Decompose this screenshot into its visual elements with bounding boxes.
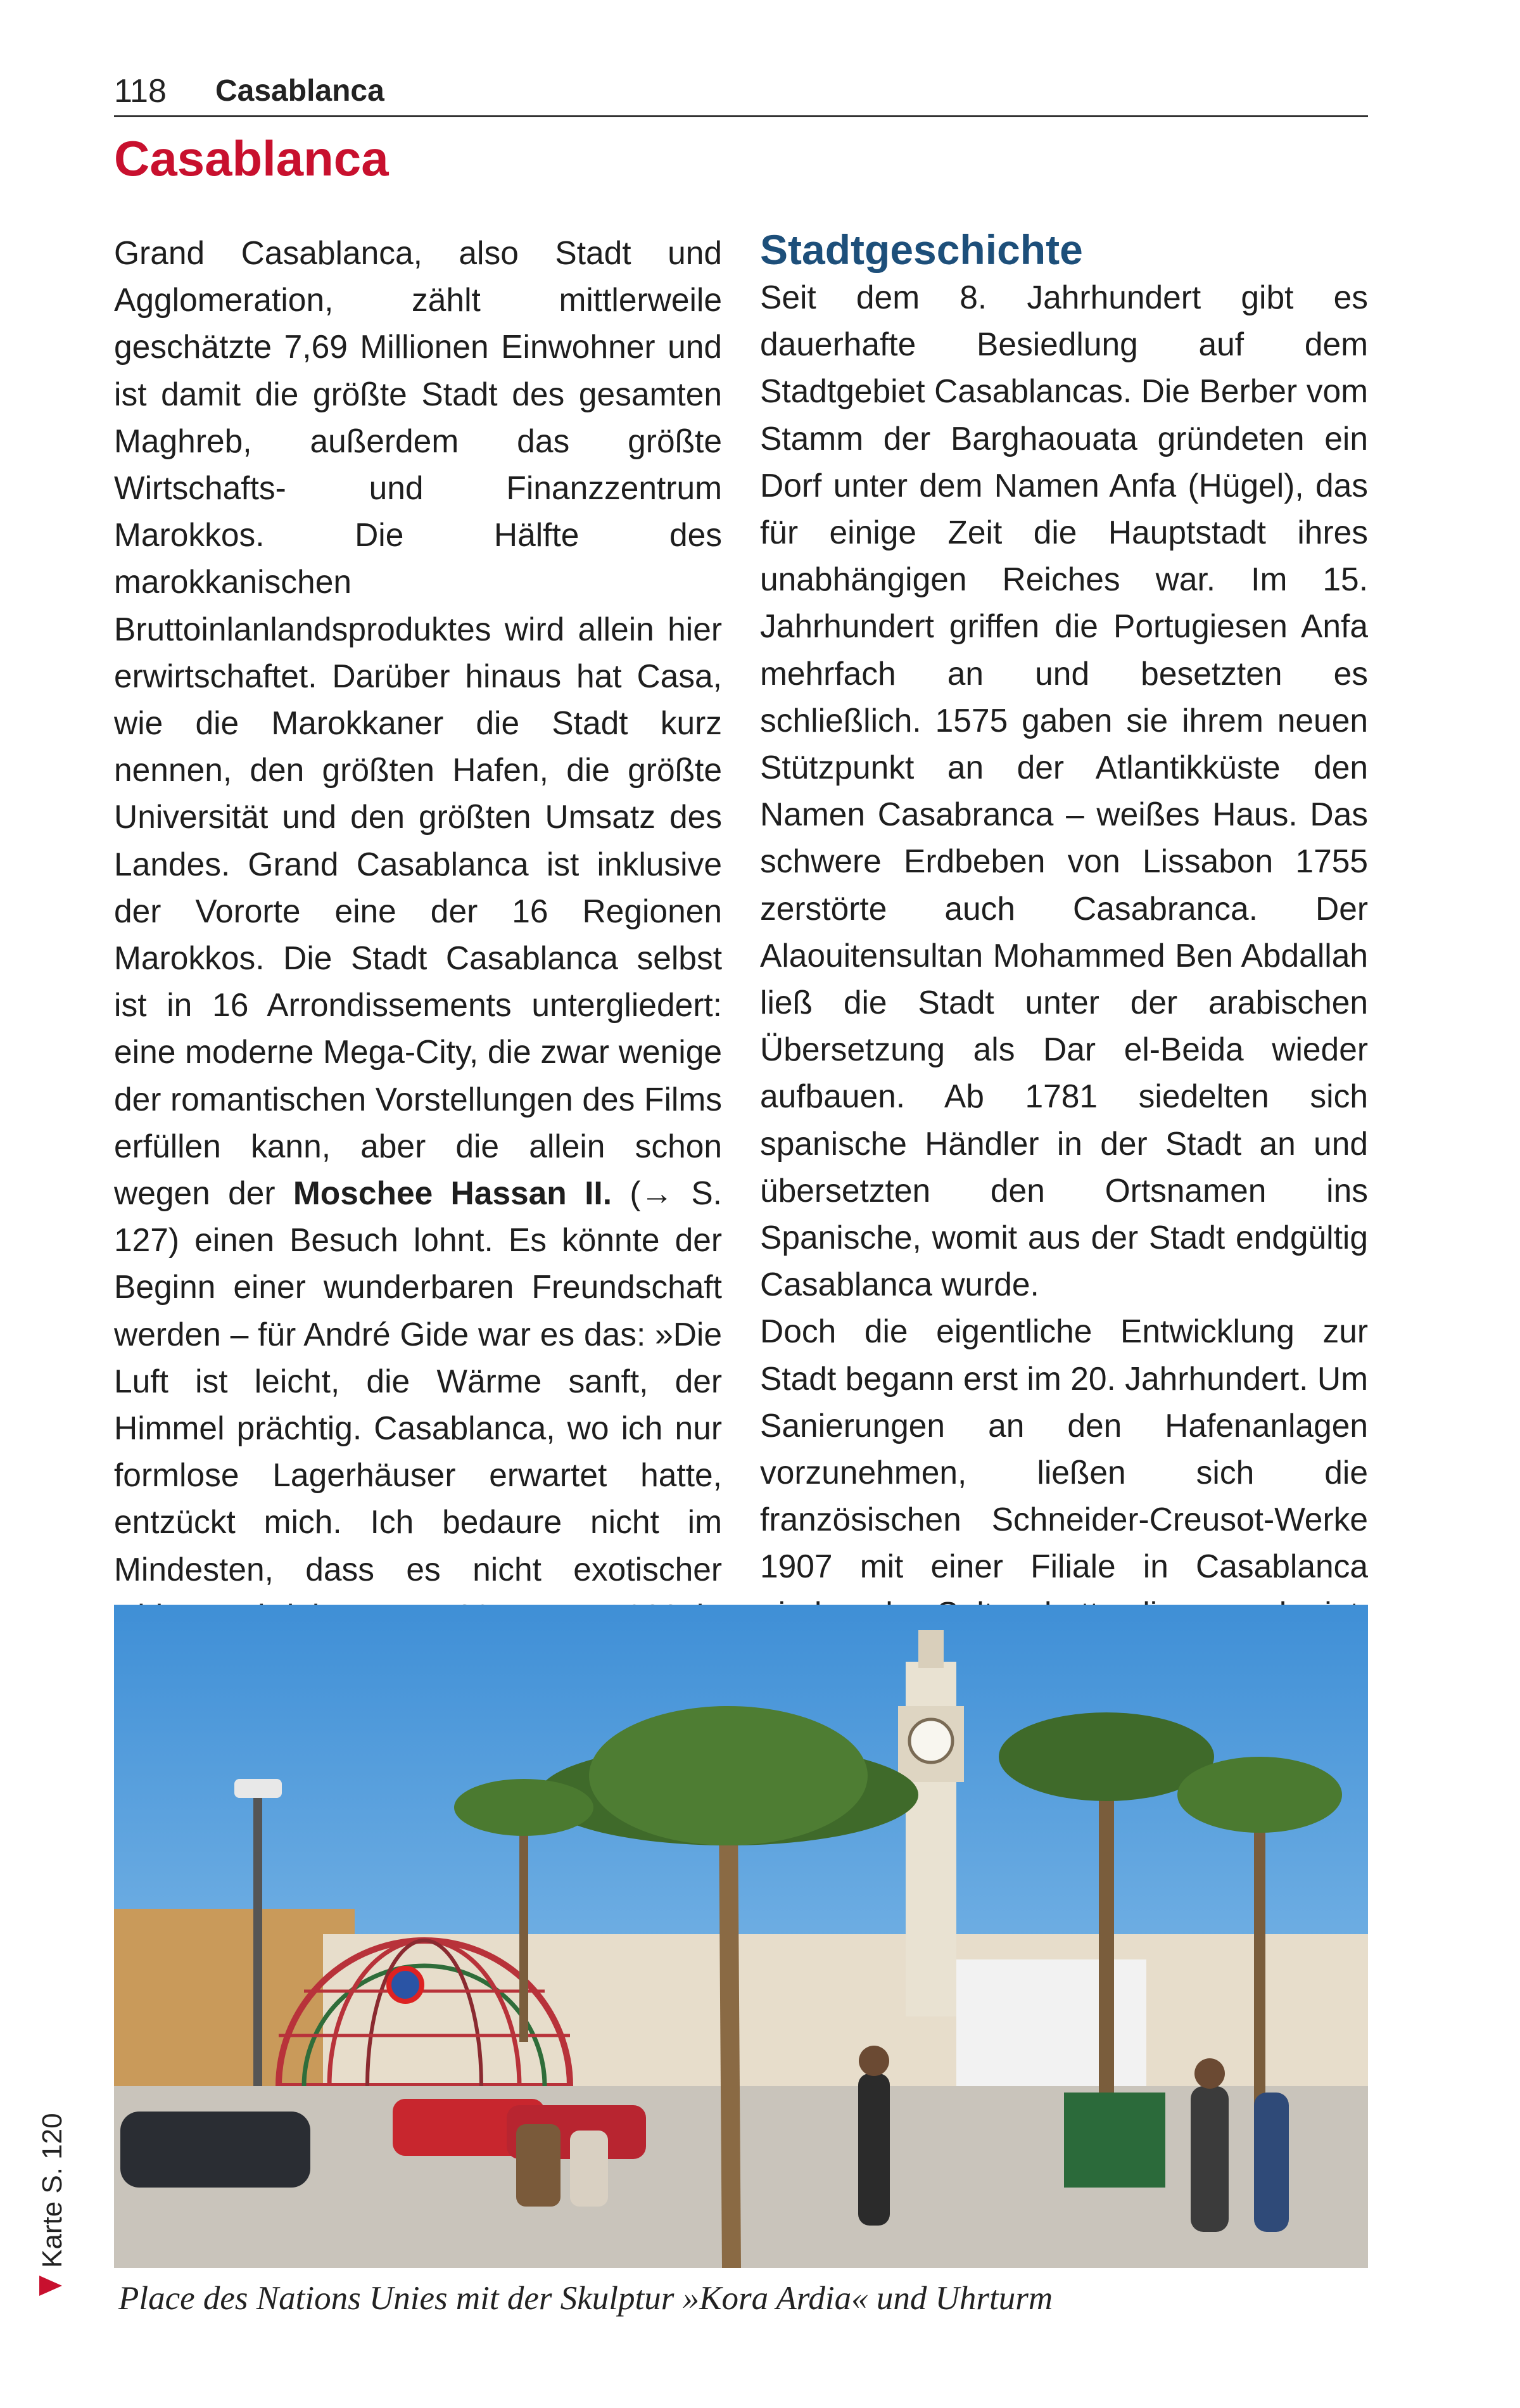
intro-text-end: einen Besuch lohnt. Es könnte der Beginn einer wunderbaren Freundschaft werden – für André Gide war es das: »Die Luft ist leicht, die Wärme sanft, der Himmel prächtig. Casablanca, wo ich nur formlose Lagerhäuser erwartet hatte, entzückt mich. Ich bedaure nicht im Mindesten, dass es nicht exotischer xyxy=(114,1221,722,1588)
mosque-link-term: Moschee Hassan II. xyxy=(293,1175,612,1212)
clock-face xyxy=(909,1719,953,1762)
clock-tower xyxy=(898,1630,964,2016)
bus xyxy=(956,1959,1146,2086)
no-parking-sign xyxy=(389,1968,422,2001)
right-column xyxy=(760,224,1368,1684)
history-paragraph-1: Seit dem 8. Jahrhundert gibt es dauerhafte Besiedlung auf dem Stadtgebiet Casablancas. Die Berber vom Stamm der Barghaouata gründeten ein Dorf unter dem Namen Anfa (Hügel), das für einige Zeit die Hauptstadt ihres unabhängigen Reiches war. Im 15. Jahrhundert griffen die Portugiesen Anfa mehrfach an und besetzten es schließlich. 1575 gaben sie ihrem neuen Stützpunkt an der Atlantikküste den Namen Casabranca – weißes Haus. Das schwere Erdbeben von Lissabon 1755 zerstörte auch Casabranca. Der Alaouitensultan Mohammed Ben Abdallah ließ die Stadt unter der arabischen Übersetzung als Dar el-Beida wieder aufbauen. Ab 1781 siedelten sich spanische Händler in der Stadt an und übersetzten den Ortsnamen ins Spanische, womit aus der Stadt endgültig Casablanca wurde. xyxy=(760,279,1368,1303)
running-header xyxy=(114,70,1368,117)
intro-text-start: Grand Casablanca, also Stadt und Agglomeration, zählt mittlerweile geschätzte 7,69 Millionen Einwohner und ist damit die größte Stadt des gesamten Maghreb, außerdem das größte Wirtschafts- und Finanzzentrum Marokkos. Die Hälfte des marokkanischen Bruttoinlanlandsproduktes wird allein hier erwirtschaftet. Darüber hinaus hat Casa, wie die Marokkaner die Stadt kurz nennen, den größten Hafen, die größte Universität und den größten Umsatz des Landes. Grand Casablanca ist inklusive der Vororte eine der 16 Regionen Marokkos. Die Stadt Casablanca selbst ist in 16 Arrondissements untergliedert: eine moderne Mega-City, die zwar wenige der romantischen Vorstellungen des Films erfüllen kann, aber die allein schon wegen der xyxy=(114,234,722,1212)
city-photo xyxy=(114,1605,1368,2268)
city-gate xyxy=(114,1909,355,2086)
left-column xyxy=(114,229,722,1686)
cross-reference[interactable]: (→ S. 127) xyxy=(114,1175,722,1259)
page-number: 118 xyxy=(114,73,167,110)
kiosk xyxy=(1064,2093,1165,2188)
intro-paragraph xyxy=(114,229,722,1686)
dark-car xyxy=(120,2112,310,2188)
history-paragraph-2: Doch die eigentliche Entwicklung zur Stadt begann erst im 20. Jahrhundert. Um Sanierungen an den Hafenanlagen vorzunehmen, ließen sich die französischen Schneider-Creusot-Werke 1907 mit einer Filiale in Casablanca xyxy=(760,1313,1368,1585)
map-reference[interactable]: Karte S. 120 xyxy=(37,2113,68,2268)
section-heading-stadtgeschichte: Stadtgeschichte xyxy=(760,226,1083,273)
photo-caption: Place des Nations Unies mit der Skulptur »Kora Ardia« und Uhrturm xyxy=(118,2280,1053,2317)
lamp-head xyxy=(234,1779,282,1798)
running-title: Casablanca xyxy=(215,74,384,108)
page-title: Casablanca xyxy=(114,131,389,186)
map-reference-arrow-icon xyxy=(39,2276,62,2296)
photo-illustration xyxy=(114,1605,1368,2268)
lamp-post xyxy=(253,1788,262,2118)
